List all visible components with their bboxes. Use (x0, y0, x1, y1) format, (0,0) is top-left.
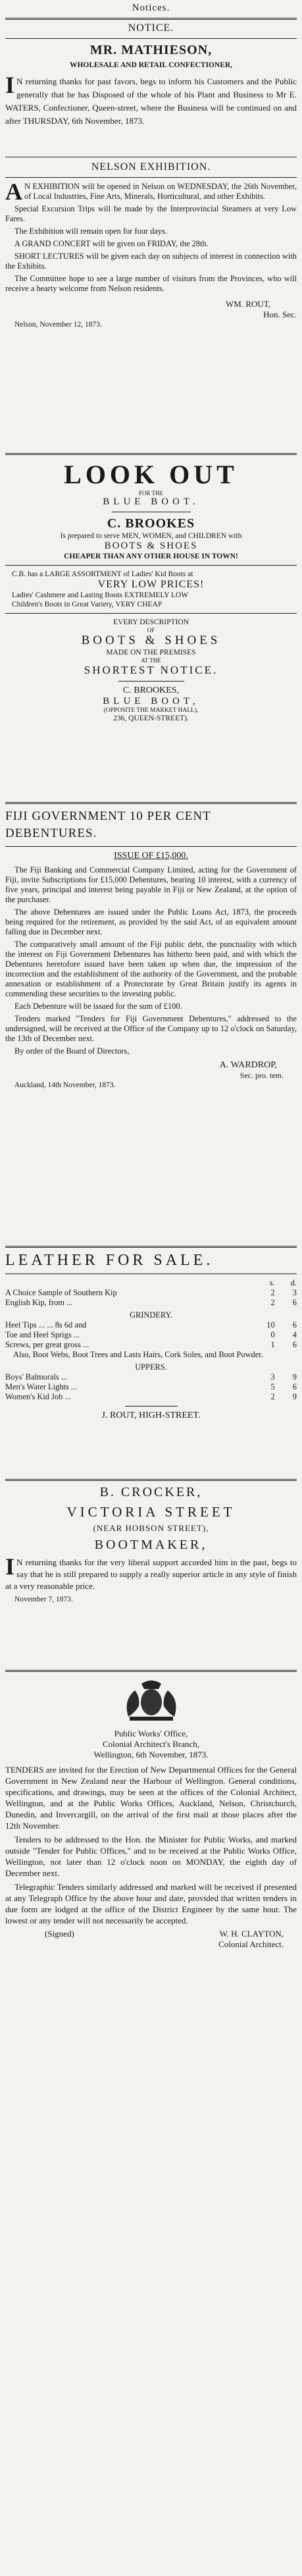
royal-coat-of-arms-icon (115, 1677, 188, 1723)
very-low-prices: VERY LOW PRICES! (97, 579, 205, 590)
fiji-title: FIJI GOVERNMENT 10 PER CENT DEBENTURES. (5, 809, 211, 840)
fiji-p1: The Fiji Banking and Commercial Company Limited, acting for the Government of Fiji, invite Subscriptions for £15,000 Debentures, bearing 10 interest, with a currency of five years, principal and interest being payable in Fiji or New Zealand, at the option of the purchaser. (5, 865, 297, 904)
table-row (5, 1298, 297, 1308)
divider (5, 1670, 297, 1672)
works-signature (5, 1929, 297, 1939)
leather-also: Also, Boot Webs, Boot Trees and Lasts Hairs, Cork Soles, and Boot Powder. (13, 1350, 263, 1359)
grindery-heading: GRINDERY. (130, 1310, 172, 1320)
fiji-signer: A. WARDROP, (219, 1060, 277, 1070)
row-d: 3 (292, 1288, 297, 1297)
divider (118, 681, 184, 682)
childrens: Children's Boots in Great Variety, VERY CHEAP (12, 601, 163, 608)
nelson-p4: A GRAND CONCERT will be given on FRIDAY, the 28th. (14, 239, 209, 248)
made-on-premises: MADE ON THE PREMISES (106, 649, 196, 657)
nelson-p1-text: N EXHIBITION will be opened in Nelson on WEDNESDAY, the 26th November, of Local Industries, Fine Arts, Minerals, Horticultural, and other Exhibits. (24, 182, 297, 201)
crocker-trade: BOOTMAKER, (94, 1538, 208, 1552)
table-row (5, 1320, 297, 1330)
table-row (5, 1340, 297, 1350)
row-d: 4 (292, 1330, 297, 1339)
divider (125, 1406, 178, 1407)
divider (5, 1246, 297, 1248)
blue-boot: BLUE BOOT. (103, 496, 199, 507)
leather-signer: J. ROUT, HIGH-STREET. (101, 1410, 201, 1420)
col-d: d. (290, 1278, 297, 1287)
row-label: Heel Tips ... ... 8s 6d and (5, 1320, 87, 1329)
fiji-debentures (5, 798, 297, 1090)
leather-sale (5, 1242, 297, 1421)
nelson-role: Hon. Sec. (263, 309, 297, 319)
fiji-p4: Each Debenture will be issued for the sum of £100. (14, 1002, 182, 1011)
row-d: 9 (292, 1372, 297, 1382)
fiji-p2: The above Debentures are issued under the Public Loans Act, 1873, the proceeds being required for the retirement, as provided by the said Act, of an equivalent amount falling due in December next. (5, 907, 297, 936)
mathieson-text (5, 72, 297, 128)
works-signer: W. H. CLAYTON, (219, 1929, 284, 1939)
crocker-name: B. CROCKER, (99, 1485, 203, 1499)
boots-shoes: BOOTS & SHOES (104, 541, 198, 551)
every-description: EVERY DESCRIPTION (113, 618, 189, 626)
row-d: 6 (292, 1340, 297, 1349)
fiji-p6: By order of the Board of Directors, (14, 1046, 130, 1056)
divider (5, 453, 297, 455)
col-s: s. (269, 1278, 275, 1287)
brookes-name: C. BROOKES (107, 516, 195, 531)
row-label: Screws, per great gross ... (5, 1340, 89, 1349)
row-s: 2 (270, 1298, 275, 1307)
crocker-text (5, 1553, 297, 1592)
row-label: Toe and Heel Sprigs ... (5, 1330, 80, 1339)
divider (5, 565, 297, 566)
nelson-signer: WM. ROUT, (225, 299, 270, 309)
brookes-advert (5, 449, 297, 723)
mathieson-trade: WHOLESALE AND RETAIL CONFECTIONER, (69, 61, 233, 69)
nelson-p2: Special Excursion Trips will be made by the Interprovincial Steamers at very Low Fares. (5, 204, 297, 223)
blue-boot-2: BLUE BOOT, (103, 696, 199, 707)
lookout-heading: LOOK OUT (64, 460, 238, 489)
nelson-exhibition (5, 153, 297, 329)
divider (5, 1479, 297, 1481)
row-d: 6 (292, 1298, 297, 1307)
works-role: Colonial Architect. (218, 1939, 284, 1949)
brookes-address: 236, QUEEN-STREET). (113, 714, 189, 722)
cashmere: Ladies' Cashmere and Lasting Boots EXTREMELY LOW (12, 591, 189, 599)
nelson-p5: SHORT LECTURES will be given each day on subjects of interest in connection with the Exhibits. (5, 252, 297, 271)
mathieson-lead: N returning thanks for past favors, begs to inform his Customers and the Public generally that he has Disposed of the whole of his Plant and Business to Mr E. WATERS, Confectioner, Queen-street, where the Business will be continued on and after THURSDAY, 6th November, 1873. (5, 76, 297, 126)
nelson-p3: The Exhibition will remain open for four days. (14, 227, 167, 236)
works-p2: Tenders to be addressed to the Hon. the Minister for Public Works, and marked outside "Tender for Public Offices," and to be received at the Public Works Office, Wellington, not later than 12 o'clock noon on MONDAY, the eighth day of December next. (5, 1835, 297, 1878)
opposite-market: (OPPOSITE THE MARKET HALL), (103, 707, 199, 714)
works-branch: Colonial Architect's Branch, (102, 1739, 200, 1749)
signed-label: (Signed) (45, 1929, 74, 1939)
public-works-tender (5, 1666, 297, 1950)
mathieson-notice (5, 22, 297, 128)
fiji-p5: Tenders marked "Tenders for Fiji Government Debentures," addressed to the undersigned, will be received at the Office of the Company up to 12 o'clock on Saturday, the 13th of December next. (5, 1014, 297, 1043)
nelson-p6: The Committee hope to see a large number of visitors from the Provinces, who will receive a hearty welcome from Nelson residents. (5, 274, 297, 293)
assortment: C.B. has a LARGE ASSORTMENT of Ladies' Kid Boots at (12, 570, 193, 578)
row-s: 2 (270, 1288, 275, 1297)
fiji-role: Sec. pro. tem. (239, 1071, 284, 1080)
notice-heading: NOTICE. (128, 22, 174, 34)
works-office: Public Works' Office, (114, 1729, 188, 1738)
divider (5, 802, 297, 804)
dropcap: A (5, 178, 22, 205)
table-row (5, 1372, 297, 1382)
shortest-notice: SHORTEST NOTICE. (84, 664, 218, 676)
works-date: Wellington, 6th November, 1873. (93, 1750, 209, 1759)
fiji-issue: ISSUE OF £15,000. (114, 851, 188, 861)
row-s: 0 (270, 1330, 275, 1339)
nelson-date: Nelson, November 12, 1873. (14, 321, 102, 329)
leather-title: LEATHER FOR SALE. (5, 1252, 214, 1269)
leather-table (5, 1278, 297, 1402)
nelson-title: NELSON EXHIBITION. (91, 161, 211, 173)
of: OF (147, 627, 155, 633)
table-row (5, 1288, 297, 1298)
uppers-heading: UPPERS. (135, 1362, 167, 1372)
crocker-lead: N returning thanks for the very liberal support accorded him in the past, begs to say that he is still prepared to supply a really superior article in any style of finish at a very reasonable price. (5, 1557, 297, 1591)
notices-header (5, 3, 297, 24)
brookes-prepared: Is prepared to serve MEN, WOMEN, and CHILDREN with (60, 532, 242, 540)
row-d: 9 (292, 1392, 297, 1401)
crocker-advert (5, 1475, 297, 1604)
divider (5, 846, 297, 847)
divider (5, 177, 297, 178)
divider (5, 38, 297, 39)
at-the: AT THE (141, 657, 161, 664)
for-the: FOR THE (138, 490, 164, 496)
works-p3: Telegraphic Tenders similarly addressed and marked will be received if presented at any Telegraph Office by the above hour and date, provided that written tenders in due form are lodged at the office of the District Engineer by the same hour. The lowest or any tender will not necessarily be accepted. (5, 1882, 297, 1925)
brookes-name-2: C. BROOKES, (122, 685, 180, 695)
row-label: A Choice Sample of Southern Kip (5, 1288, 117, 1297)
divider (5, 18, 297, 20)
works-p1: TENDERS are invited for the Erection of New Departmental Offices for the General Government in New Zealand near the Harbour of Wellington. General conditions, specifications, and drawings, may be seen at the offices of the Colonial Architect, Wellington, and at the Public Works Offices, Auckland, Nelson, Christchurch, Dunedin, and Invercargill, on the arrival of the first mail at those places after the 12th November. (5, 1765, 297, 1831)
row-s: 1 (270, 1340, 275, 1349)
row-s: 2 (270, 1392, 275, 1401)
row-label: Men's Water Lights ... (5, 1382, 78, 1391)
boots-shoes-2: BOOTS & SHOES (81, 633, 221, 647)
leather-col-header (5, 1278, 297, 1288)
row-s: 5 (270, 1382, 275, 1391)
notices-title: Notices. (132, 3, 170, 13)
crocker-near: (NEAR HOBSON STREET), (93, 1523, 209, 1533)
nelson-p1 (5, 178, 297, 205)
dropcap: I (5, 1553, 15, 1580)
divider (5, 613, 297, 614)
row-label: English Kip, from ... (5, 1298, 73, 1307)
fiji-date: Auckland, 14th November, 1873. (14, 1081, 116, 1089)
row-d: 6 (292, 1320, 297, 1329)
cheaper: CHEAPER THAN ANY OTHER HOUSE IN TOWN! (64, 552, 238, 560)
row-d: 6 (292, 1382, 297, 1391)
table-row (5, 1330, 297, 1340)
dropcap: I (5, 72, 15, 98)
table-row (5, 1382, 297, 1392)
table-row (5, 1392, 297, 1402)
row-s: 3 (270, 1372, 275, 1382)
row-s: 10 (266, 1320, 275, 1329)
crocker-street: VICTORIA STREET (66, 1504, 236, 1520)
row-label: Women's Kid Job ... (5, 1392, 71, 1401)
fiji-p3: The comparatively small amount of the Fiji public debt, the punctuality with which the interest on Fiji Government Debentures has hitherto been paid, and with which the Debentures heretofore issued have been taken up when due, the impression of the incorrection and the establishment of the authority of the Government, and the probable annexation or establishment of a Protectorate by Great Britain justify its agents in commending these securities to the investing public. (5, 940, 297, 998)
row-label: Boys' Balmorals ... (5, 1372, 68, 1382)
crocker-date: November 7, 1873. (14, 1596, 73, 1603)
mathieson-name: MR. MATHIESON, (89, 43, 213, 57)
